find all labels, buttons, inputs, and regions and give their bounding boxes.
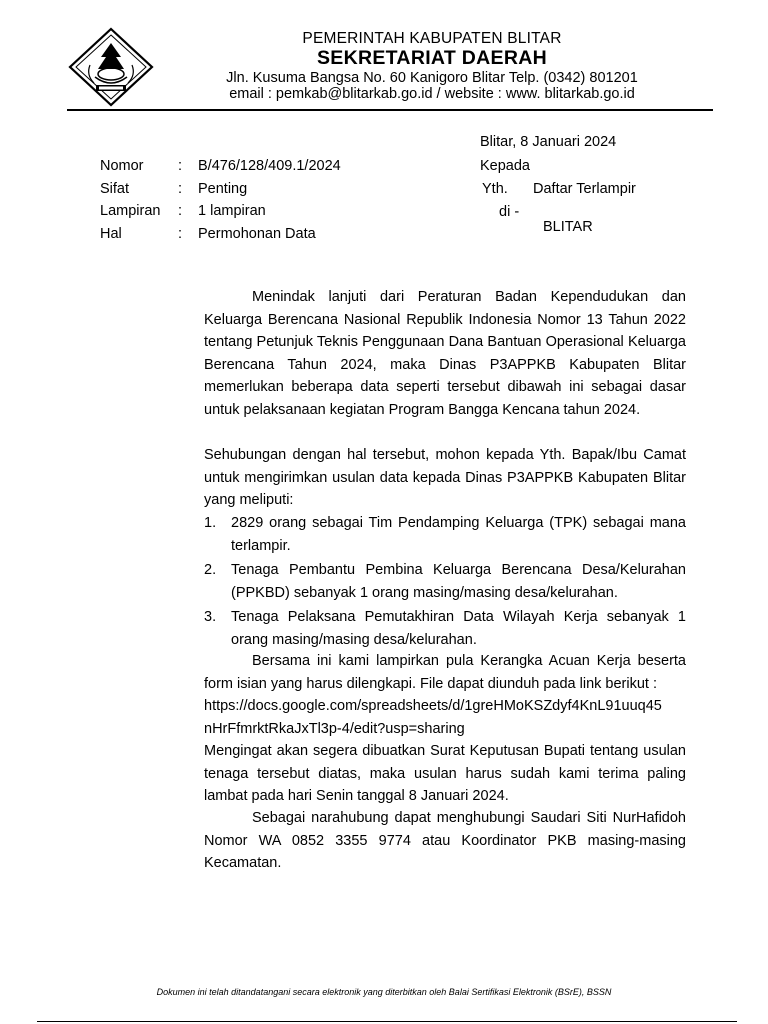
place-date: Blitar, 8 Januari 2024 xyxy=(480,134,617,150)
meta-label: Lampiran xyxy=(100,203,161,219)
download-link-line-2[interactable]: nHrFfmrktRkaJxTl3p-4/edit?usp=sharing xyxy=(204,720,465,737)
request-list xyxy=(204,512,686,654)
letter-meta xyxy=(100,155,341,245)
list-item xyxy=(204,606,686,651)
meta-colon: : xyxy=(178,180,183,197)
list-item-number: 1. xyxy=(204,515,217,531)
body-paragraph-3 xyxy=(204,650,686,740)
list-item xyxy=(204,512,686,557)
list-item-number: 3. xyxy=(204,609,217,626)
meta-value: Permohonan Data xyxy=(198,225,316,242)
meta-colon: : xyxy=(178,158,183,174)
list-item xyxy=(204,559,686,604)
download-link-line-1[interactable]: https://docs.google.com/spreadsheets/d/1greHMoKSZdyf4KnL91uuq45 xyxy=(204,698,662,715)
footer-divider xyxy=(37,1021,737,1022)
meta-value: B/476/128/409.1/2024 xyxy=(198,158,341,174)
attachment-note: Bersama ini kami lampirkan pula Kerangka Acuan Kerja beserta form isian yang harus dilengkapi. File dapat diunduh pada link berikut : xyxy=(204,653,686,692)
meta-colon: : xyxy=(178,203,183,219)
letterhead-divider xyxy=(67,109,713,111)
meta-row-hal xyxy=(100,223,341,246)
esign-footer-note: Dokumen ini telah ditandatangani secara elektronik yang diterbitkan oleh Balai Sertifikasi Elektronik (BSrE), BSSN xyxy=(156,987,612,997)
recipient-di: di - xyxy=(499,204,520,220)
regency-crest-icon xyxy=(68,27,154,107)
meta-value: 1 lampiran xyxy=(198,203,266,219)
office-contact: email : pemkab@blitarkab.go.id / website : www. blitarkab.go.id xyxy=(229,86,635,102)
meta-colon: : xyxy=(178,225,183,242)
body-paragraph-5: Sebagai narahubung dapat menghubungi Saudari Siti NurHafidoh Nomor WA 0852 3355 9774 atau Koordinator PKB masing-masing Kecamatan. xyxy=(204,810,686,872)
meta-row-nomor xyxy=(100,155,341,178)
list-item-number: 2. xyxy=(204,562,217,579)
meta-label: Sifat xyxy=(100,180,130,197)
recipient-to: Kepada xyxy=(480,158,530,174)
meta-value: Penting xyxy=(198,180,248,197)
body-paragraph-2: Sehubungan dengan hal tersebut, mohon kepada Yth. Bapak/Ibu Camat untuk mengirimkan usulan data kepada Dinas P3APPKB Kabupaten Blitar yang meliputi: xyxy=(204,447,686,509)
recipient-addressee: Daftar Terlampir xyxy=(533,181,636,197)
meta-row-sifat xyxy=(100,178,341,201)
office-name: SEKRETARIAT DAERAH xyxy=(316,47,547,69)
recipient-yth: Yth. xyxy=(482,181,508,197)
government-name: PEMERINTAH KABUPATEN BLITAR xyxy=(302,30,562,47)
meta-label: Nomor xyxy=(100,158,144,174)
list-item-text: 2829 orang sebagai Tim Pendamping Keluarga (TPK) sebagai mana terlampir. xyxy=(231,515,686,554)
body-paragraph-4: Mengingat akan segera dibuatkan Surat Keputusan Bupati tentang usulan tenaga tersebut diatas, maka usulan harus sudah kami terima paling lambat pada hari Senin tanggal 8 Januari 2024. xyxy=(204,743,686,805)
recipient-city: BLITAR xyxy=(543,219,593,235)
meta-row-lampiran xyxy=(100,200,341,223)
meta-label: Hal xyxy=(100,225,122,242)
office-address: Jln. Kusuma Bangsa No. 60 Kanigoro Blitar Telp. (0342) 801201 xyxy=(226,70,638,86)
body-paragraph-1: Menindak lanjuti dari Peraturan Badan Kependudukan dan Keluarga Berencana Nasional Republik Indonesia Nomor 13 Tahun 2022 tentang Petunjuk Teknis Penggunaan Dana Bantuan Operasional Keluarga Berencana Tahun 2024, maka Dinas P3APPKB Kabupaten Blitar memerlukan beberapa data seperti tersebut dibawah ini sebagai dasar untuk pelaksanaan kegiatan Program Bangga Kencana tahun 2024. xyxy=(204,289,686,418)
list-item-text: Tenaga Pelaksana Pemutakhiran Data Wilayah Kerja sebanyak 1 orang masing/masing desa/kelurahan. xyxy=(231,609,686,648)
list-item-text: Tenaga Pembantu Pembina Keluarga Berencana Desa/Kelurahan (PPKBD) sebanyak 1 orang masing/masing desa/kelurahan. xyxy=(231,562,686,601)
